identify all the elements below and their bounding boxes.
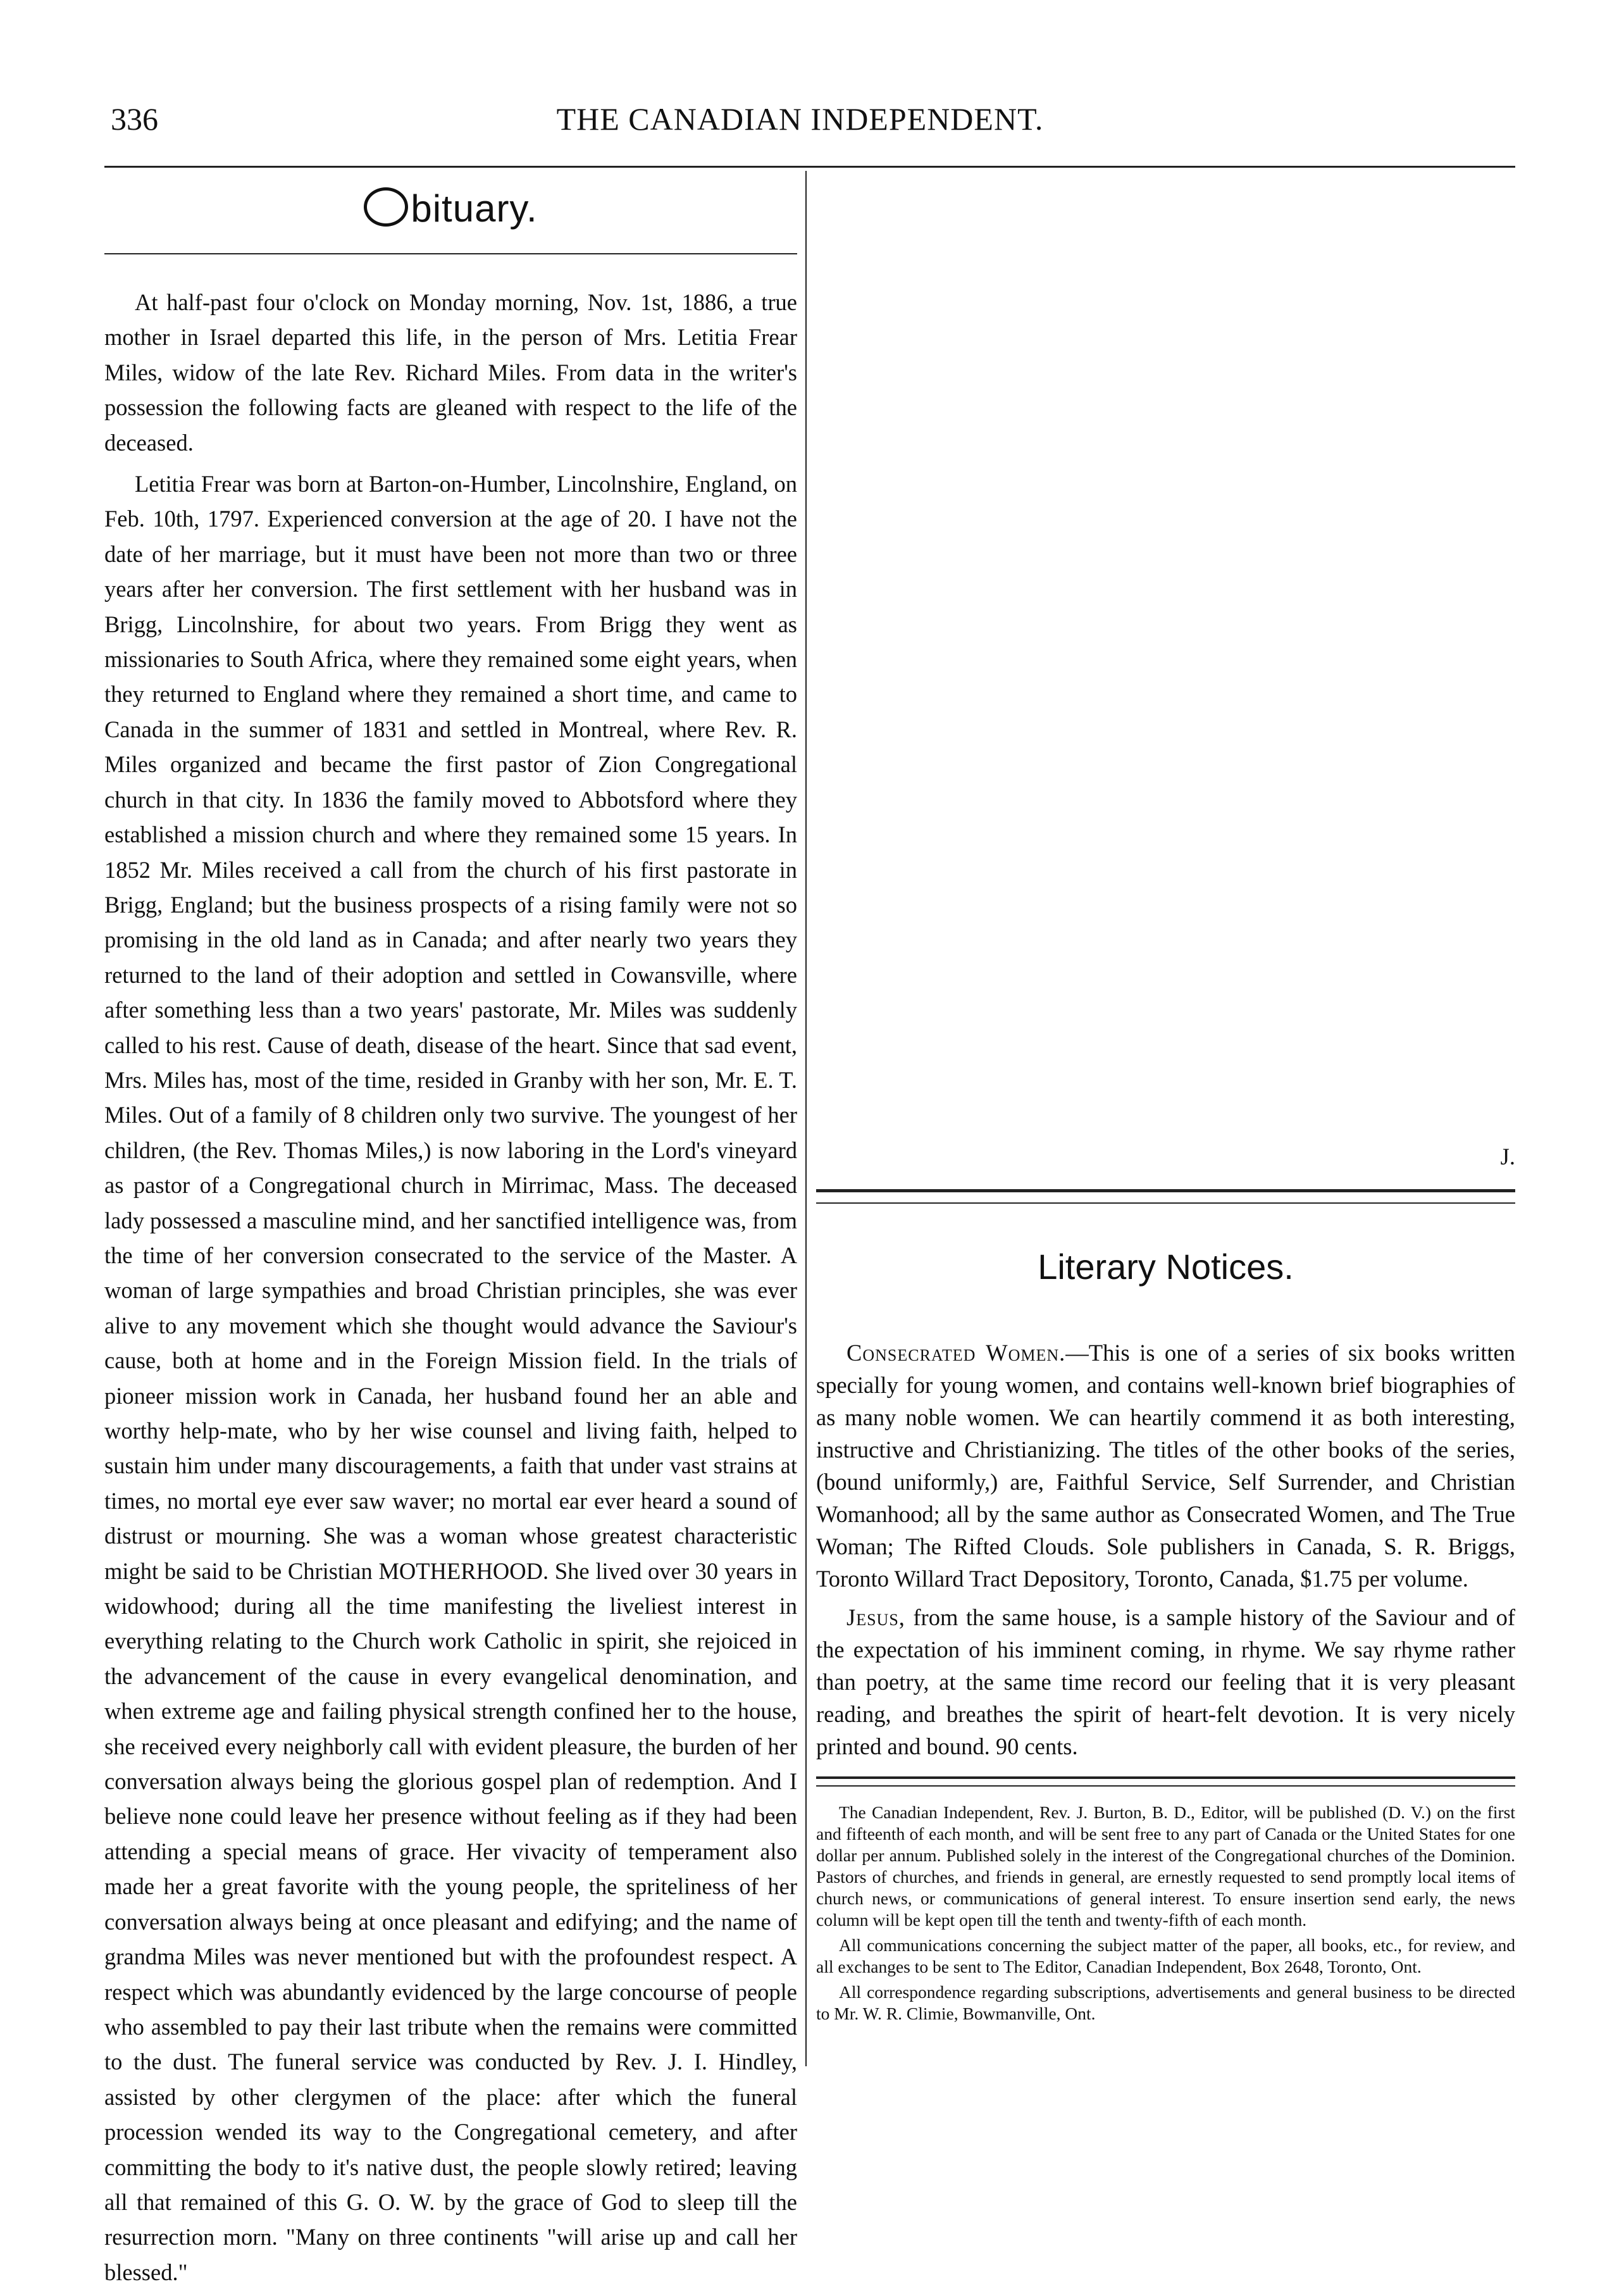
notice-2-body: from the same house, is a sample history of the Saviour and of the expectation of his imminent coming, in rhyme. We say rhyme rather than poetry, at the same time record our feeling that it is very pleasant reading, and breathes the spirit of heart-felt devotion. It is very nicely printed and bound. 90 cents. (816, 1604, 1515, 1760)
publisher-notice-paragraph-3: All correspondence regarding subscriptions, advertisements and general business to be directed to Mr. W. R. Climie, Bowmanville, Ont. (816, 1982, 1515, 2024)
section-double-rule (816, 1189, 1515, 1204)
obituary-heading-rule (104, 253, 797, 254)
header-rule (104, 166, 1515, 168)
publisher-notice-paragraph-1: The Canadian Independent, Rev. J. Burton, B. D., Editor, will be published (D. V.) on the first and fifteenth of each month, and will be sent free to any part of Canada or the United States for one dollar per annum. Published solely in the interest of the Congregational churches of the Dominion. Pastors of churches, and friends in general, are ernestly requested to send promptly local items of church news, or communications of general interest. To ensure insertion send early, the news column will be kept open till the tenth and twenty-fifth of each month. (816, 1802, 1515, 1930)
publisher-notice-paragraph-2: All communications concerning the subject matter of the paper, all books, etc., for review, and all exchanges to be sent to The Editor, Canadian Independent, Box 2648, Toronto, Ont. (816, 1935, 1515, 1977)
page-number: 336 (111, 101, 158, 137)
right-column (816, 1139, 1515, 2028)
obituary-paragraph-2: Letitia Frear was born at Barton-on-Humber, Lincolnshire, England, on Feb. 10th, 1797. Experienced conversion at the age of 20. I have not the date of her marriage, but it must have been not more than two or three years after her conversion. The first settlement with her husband was in Brigg, Lincolnshire, for about two years. From Brigg they went as missionaries to South Africa, where they remained some eight years, when they returned to England where they remained a short time, and came to Canada in the summer of 1831 and settled in Montreal, where Rev. R. Miles organized and became the first pastor of Zion Congregational church in that city. In 1836 the family moved to Abbotsford where they established a mission church and where they remained some 15 years. In 1852 Mr. Miles received a call from the church of his first pastorate in Brigg, England; but the business prospects of a rising family were not so promising in the old land as in Canada; and after nearly two years they returned to the land of their adoption and settled in Cowansville, where after something less than a two years' pastorate, Mr. Miles was suddenly called to his rest. Cause of death, disease of the heart. Since that sad event, Mrs. Miles has, most of the time, resided in Granby with her son, Mr. E. T. Miles. Out of a family of 8 children only two survive. The youngest of her children, (the Rev. Thomas Miles,) is now laboring in the Lord's vineyard as pastor of a Congregational church in Mirrimac, Mass. The deceased lady possessed a masculine mind, and her sanctified intelligence was, from the time of her conversion consecrated to the service of the Master. A woman of large sympathies and broad Christian principles, she was ever alive to any movement which she thought would advance the Saviour's cause, both at home and in the Foreign Mission field. In the trials of pioneer mission work in Canada, her husband found her an able and worthy help-mate, who by her wise counsel and living faith, helped to sustain him under many discouragements, a faith that under vast strains at times, no mortal eye ever saw waver; no mortal ear ever heard a sound of distrust or mourning. She was a woman whose greatest characteristic might be said to be Christian MOTHERHOOD. She lived over 30 years in widowhood; during all the time manifesting the liveliest interest in everything relating to the Church work Catholic in spirit, she rejoiced in the advancement of the cause in every evangelical denomination, and when extreme age and failing physical strength confined her to the house, she received every neighborly call with evident pleasure, the burden of her conversation always being the glorious gospel plan of redemption. And I believe none could leave her presence without feeling as if they had been attending a special means of grace. Her vivacity of temperament also made her a great favorite with the young people, the spriteliness of her conversation always being at once pleasant and edifying; and the name of grandma Miles was never mentioned but with the profoundest respect. A respect which was abundantly evidenced by the large concourse of people who assembled to pay their last tribute when the remains were committed to the dust. The funeral service was conducted by Rev. J. I. Hindley, assisted by other clergymen of the place: after which the funeral procession wended its way to the Congregational cemetery, and after committing the body to it's native dust, the people slowly retired; leaving all that remained of this G. O. W. by the grace of God to sleep till the resurrection morn. "Many on three continents "will arise up and call her blessed." (104, 471, 797, 2285)
column-divider (805, 171, 807, 2066)
obituary-paragraph-1: At half-past four o'clock on Monday morning, Nov. 1st, 1886, a true mother in Israel departed this life, in the person of Mrs. Letitia Frear Miles, widow of the late Rev. Richard Miles. From data in the writer's possession the following facts are gleaned with respect to the life of the deceased. (104, 289, 797, 456)
notice-2-title: Jesus, (847, 1604, 905, 1631)
footer-double-rule (816, 1776, 1515, 1787)
literary-notice-1 (816, 1337, 1515, 1763)
obituary-signature: J. (1500, 1144, 1515, 1170)
publisher-notice (816, 1802, 1515, 2025)
obituary-column (104, 184, 797, 2296)
obituary-heading-text: bituary. (411, 187, 538, 230)
notice-1-body: —This is one of a series of six books written specially for young women, and contains well-known brief biographies of as many noble women. We can heartily commend it as both interesting, instructive and Christianizing. The titles of the other books of the series, (bound uniformly,) are, Faithful Service, Self Surrender, and Christian Womanhood; all by the same author as Consecrated Women, and The True Woman; The Rifted Clouds. Sole publishers in Canada, S. R. Briggs, Toronto Willard Tract Depository, Toronto, Canada, $1.75 per volume. (816, 1340, 1515, 1592)
notice-1-title: Consecrated Women. (847, 1340, 1066, 1366)
ornamental-o-icon (364, 187, 408, 227)
literary-notices-heading: Literary Notices. (1038, 1247, 1294, 1287)
running-title: THE CANADIAN INDEPENDENT. (556, 101, 1044, 137)
obituary-heading (104, 184, 797, 234)
